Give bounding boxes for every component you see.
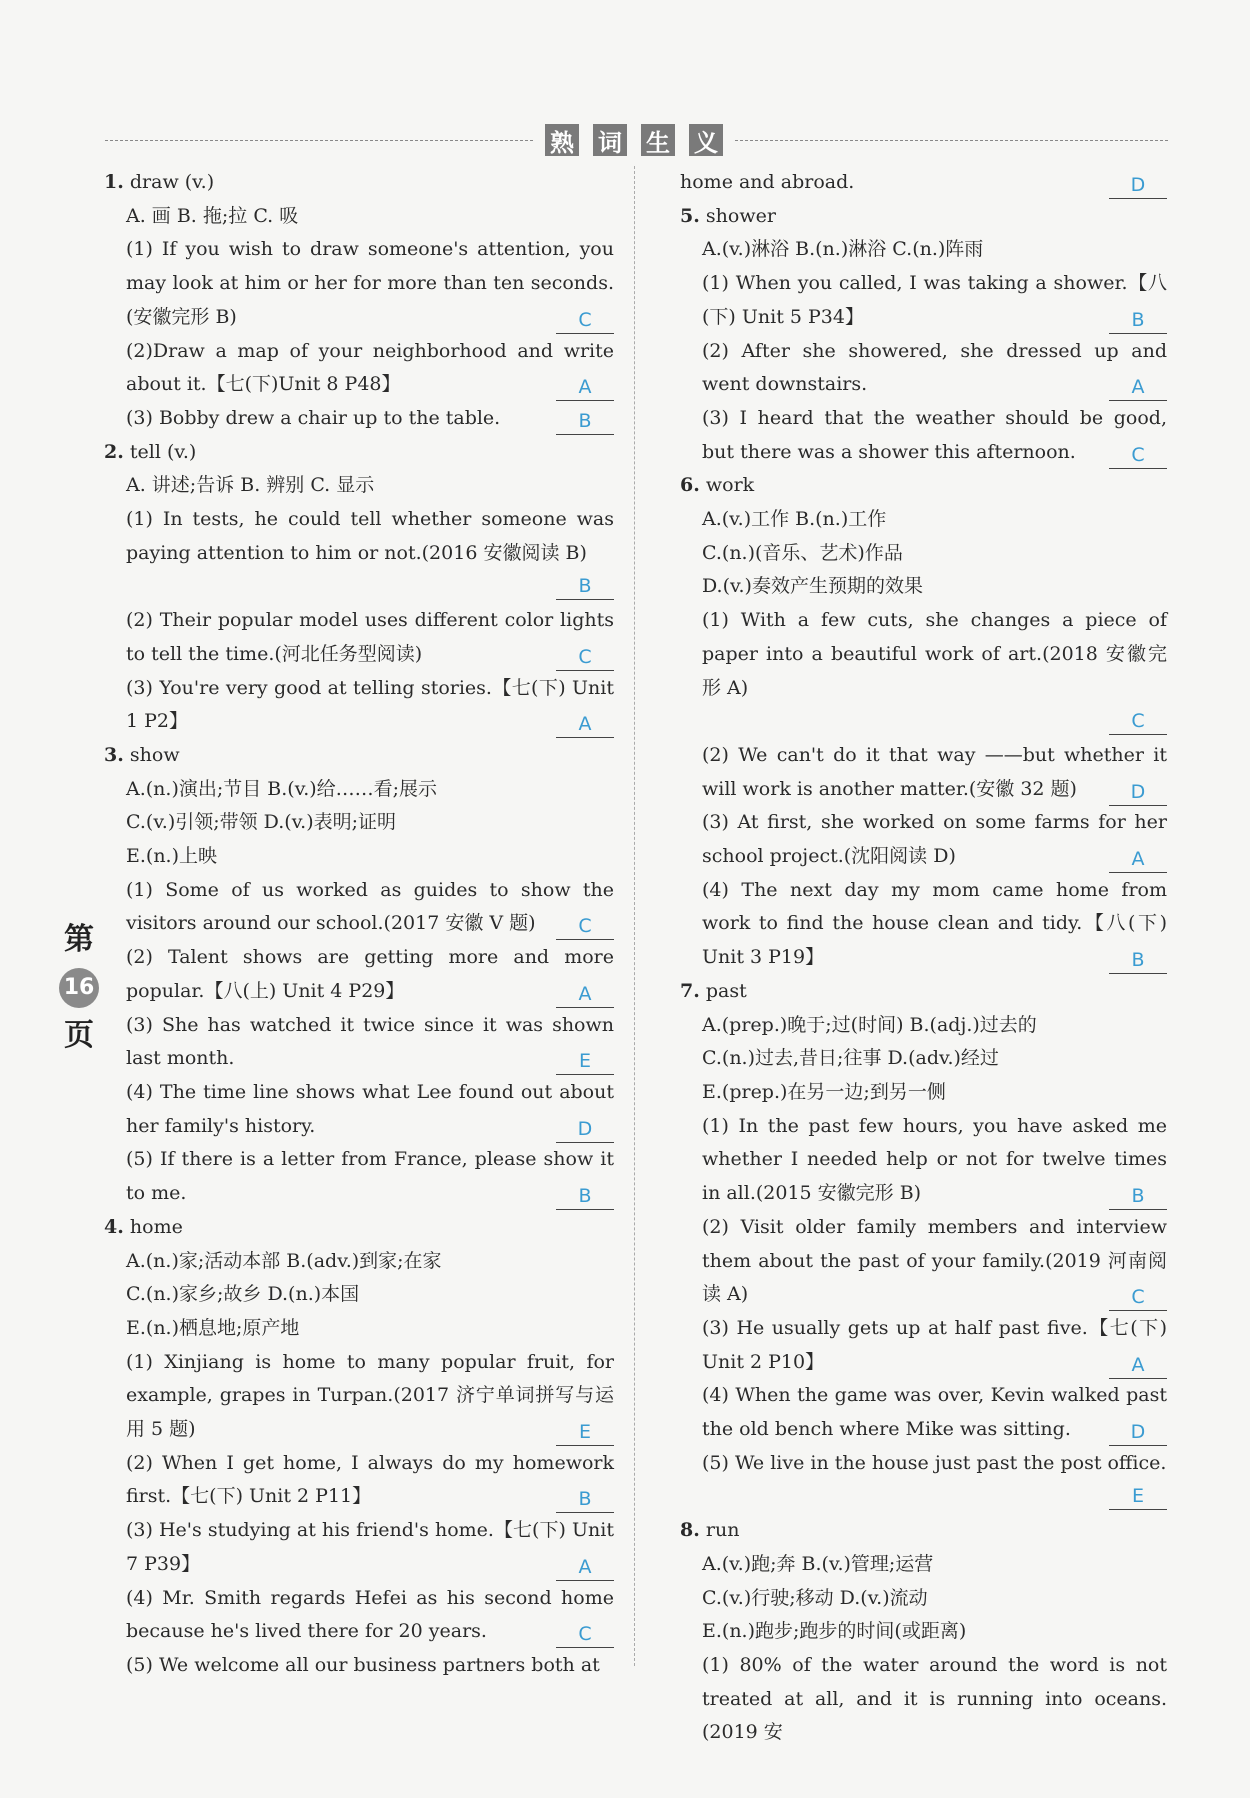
answer-blank: D bbox=[556, 1116, 614, 1143]
meaning-options: A. 画 B. 拖;拉 C. 吸 bbox=[126, 204, 299, 227]
answer-blank: B bbox=[556, 1486, 614, 1513]
headword: past bbox=[705, 979, 747, 1002]
headword: draw (v.) bbox=[129, 171, 215, 193]
example-sentence bbox=[680, 1312, 1167, 1379]
sentence-text: (3) Bobby drew a chair up to the table. bbox=[126, 406, 501, 429]
example-sentence bbox=[104, 1009, 614, 1076]
sentence-text: (4) When the game was over, Kevin walked past the old bench where Mike was sitting. bbox=[702, 1384, 1167, 1441]
sentence-text: (2) Their popular model uses different color lights to tell the time.(河北任务型阅读) bbox=[126, 609, 614, 665]
example-sentence bbox=[104, 1582, 614, 1649]
meaning-options: C.(v.)引领;带领 D.(v.)表明;证明 bbox=[126, 811, 397, 834]
section-title-bar bbox=[105, 120, 1168, 160]
headword: show bbox=[129, 743, 180, 766]
meaning-options: A. 讲述;告诉 B. 辨别 C. 显示 bbox=[126, 474, 375, 497]
sentence-text: (2) Visit older family members and interview them about the past of your family.(2019 河南阅读 A) bbox=[702, 1215, 1167, 1306]
title-char: 熟 bbox=[545, 124, 579, 156]
example-sentence bbox=[104, 941, 614, 1008]
item-number: 3. bbox=[104, 743, 124, 766]
example-sentence bbox=[104, 1649, 614, 1683]
headword: work bbox=[705, 474, 755, 497]
example-sentence bbox=[104, 1076, 614, 1143]
answer-blank: A bbox=[556, 374, 614, 401]
sentence-text: (2) After she showered, she dressed up and went downstairs. bbox=[702, 339, 1167, 396]
sentence-text: (2)Draw a map of your neighborhood and write about it.【七(下)Unit 8 P48】 bbox=[126, 339, 614, 396]
example-sentence bbox=[680, 1110, 1167, 1211]
right-column bbox=[680, 166, 1167, 1750]
title-char: 词 bbox=[593, 124, 627, 156]
title-char: 义 bbox=[689, 124, 723, 156]
answer-blank: C bbox=[556, 1621, 614, 1648]
example-sentence bbox=[104, 1346, 614, 1447]
meaning-options: C.(n.)(音乐、艺术)作品 bbox=[702, 541, 903, 564]
answer-blank: C bbox=[556, 644, 614, 671]
headword: tell (v.) bbox=[129, 440, 197, 463]
answer-row bbox=[104, 570, 614, 604]
example-sentence bbox=[680, 1379, 1167, 1446]
meaning-options: E.(prep.)在另一边;到另一侧 bbox=[702, 1080, 946, 1103]
word-heading bbox=[104, 1211, 614, 1245]
item-number: 6. bbox=[680, 474, 700, 497]
answer-blank: D bbox=[1109, 172, 1167, 199]
word-heading bbox=[680, 975, 1167, 1009]
answer-blank: A bbox=[556, 981, 614, 1008]
sentence-text: (5) We welcome all our business partners both at bbox=[126, 1653, 600, 1676]
headword: run bbox=[705, 1519, 740, 1542]
sentence-text: (1) When you called, I was taking a shower.【八(下) Unit 5 P34】 bbox=[702, 272, 1167, 328]
sentence-text: (3) He's studying at his friend's home.【七(下) Unit 7 P39】 bbox=[126, 1519, 614, 1575]
example-sentence bbox=[680, 402, 1167, 469]
meaning-options: A.(prep.)晚于;过(时间) B.(adj.)过去的 bbox=[702, 1013, 1037, 1036]
answer-blank: C bbox=[556, 307, 614, 334]
item-number: 4. bbox=[104, 1215, 124, 1238]
answer-blank: E bbox=[556, 1048, 614, 1075]
example-sentence bbox=[104, 672, 614, 739]
sentence-text: (4) Mr. Smith regards Hefei as his second home because he's lived there for 20 years. bbox=[126, 1586, 614, 1643]
sentence-text: home and abroad. bbox=[680, 171, 855, 193]
title-divider-left bbox=[105, 140, 533, 141]
page-number-label bbox=[57, 918, 101, 1058]
answer-blank: C bbox=[556, 913, 614, 940]
sentence-text: (1) If you wish to draw someone's attention, you may look at him or her for more than ten seconds.(安徽完形 B) bbox=[126, 238, 614, 328]
answer-blank: C bbox=[1109, 708, 1167, 735]
meaning-options: A.(v.)淋浴 B.(n.)淋浴 C.(n.)阵雨 bbox=[702, 238, 984, 261]
meaning-options: C.(v.)行驶;移动 D.(v.)流动 bbox=[702, 1586, 928, 1609]
example-sentence bbox=[680, 335, 1167, 402]
example-sentence bbox=[680, 739, 1167, 806]
answer-row bbox=[680, 705, 1167, 739]
sentence-text: (2) When I get home, I always do my homework first.【七(下) Unit 2 P11】 bbox=[126, 1451, 614, 1508]
answer-blank: C bbox=[1109, 1284, 1167, 1311]
answer-blank: A bbox=[1109, 374, 1167, 401]
word-heading bbox=[680, 200, 1167, 234]
answer-blank: E bbox=[1109, 1483, 1167, 1510]
item-number: 8. bbox=[680, 1519, 700, 1542]
sentence-text: (2) Talent shows are getting more and more popular.【八(上) Unit 4 P29】 bbox=[126, 946, 614, 1002]
sentence-text: (3) At first, she worked on some farms for her school project.(沈阳阅读 D) bbox=[702, 811, 1167, 868]
word-heading bbox=[680, 469, 1167, 503]
sentence-text: (3) I heard that the weather should be good, but there was a shower this afternoon. bbox=[702, 406, 1167, 463]
sentence-text: (5) We live in the house just past the post office. bbox=[702, 1451, 1167, 1474]
answer-blank: B bbox=[1109, 1183, 1167, 1210]
item-number: 5. bbox=[680, 204, 700, 227]
sentence-text: (1) In tests, he could tell whether someone was paying attention to him or not.(2016 安徽阅读 B) bbox=[126, 508, 614, 564]
item-number: 1. bbox=[104, 171, 124, 193]
example-sentence bbox=[104, 604, 614, 671]
answer-blank: D bbox=[1109, 1419, 1167, 1446]
word-heading bbox=[104, 436, 614, 470]
sentence-text: (3) He usually gets up at half past five.【七(下) Unit 2 P10】 bbox=[702, 1316, 1167, 1373]
item-number: 2. bbox=[104, 440, 124, 463]
example-sentence bbox=[680, 1649, 1167, 1750]
title-divider-right bbox=[735, 140, 1168, 141]
sentence-text: (1) Xinjiang is home to many popular fruit, for example, grapes in Turpan.(2017 济宁单词拼写与运用 5 题) bbox=[126, 1350, 614, 1441]
meaning-options: A.(v.)工作 B.(n.)工作 bbox=[702, 508, 887, 531]
page-suffix: 页 bbox=[64, 1018, 94, 1053]
answer-blank: E bbox=[556, 1419, 614, 1446]
sentence-text: (1) In the past few hours, you have asked me whether I needed help or not for twelve times in all.(2015 安徽完形 B) bbox=[702, 1114, 1167, 1205]
answer-blank: A bbox=[1109, 846, 1167, 873]
meaning-options: E.(n.)栖息地;原产地 bbox=[126, 1316, 300, 1339]
sentence-text: (1) With a few cuts, she changes a piece of paper into a beautiful work of art.(2018 安徽完形 A) bbox=[702, 609, 1167, 699]
sentence-text: (5) If there is a letter from France, please show it to me. bbox=[126, 1148, 614, 1205]
answer-blank: A bbox=[556, 1554, 614, 1581]
sentence-text: (4) The time line shows what Lee found out about her family's history. bbox=[126, 1080, 614, 1137]
word-heading bbox=[104, 739, 614, 773]
example-sentence bbox=[104, 335, 614, 402]
example-sentence bbox=[104, 402, 614, 436]
sentence-text: (1) Some of us worked as guides to show the visitors around our school.(2017 安徽 V 题) bbox=[126, 878, 614, 935]
section-title bbox=[545, 124, 723, 156]
sentence-text: (4) The next day my mom came home from work to find the house clean and tidy.【八(下) Unit 3 P19】 bbox=[702, 878, 1167, 969]
meaning-options: D.(v.)奏效产生预期的效果 bbox=[702, 575, 923, 598]
example-sentence bbox=[104, 874, 614, 941]
example-sentence bbox=[680, 267, 1167, 334]
example-sentence bbox=[104, 503, 614, 570]
left-column bbox=[104, 166, 614, 1683]
example-sentence bbox=[680, 806, 1167, 873]
answer-blank: B bbox=[556, 408, 614, 435]
example-sentence bbox=[680, 604, 1167, 705]
meaning-options: A.(n.)演出;节目 B.(v.)给……看;展示 bbox=[126, 777, 438, 800]
example-sentence bbox=[104, 1447, 614, 1514]
item-number: 7. bbox=[680, 979, 700, 1002]
answer-row bbox=[680, 1480, 1167, 1514]
sentence-text: (2) We can't do it that way ——but whether it will work is another matter.(安徽 32 题) bbox=[702, 743, 1167, 800]
answer-blank: A bbox=[556, 711, 614, 738]
page-number: 16 bbox=[59, 968, 99, 1008]
sentence-text: (3) You're very good at telling stories.【七(下) Unit 1 P2】 bbox=[126, 676, 614, 733]
answer-blank: C bbox=[1109, 442, 1167, 469]
answer-blank: A bbox=[1109, 1352, 1167, 1379]
example-sentence bbox=[680, 166, 1167, 200]
example-sentence bbox=[104, 1143, 614, 1210]
meaning-options: A.(v.)跑;奔 B.(v.)管理;运营 bbox=[702, 1552, 934, 1575]
example-sentence bbox=[680, 1447, 1167, 1481]
answer-blank: B bbox=[1109, 947, 1167, 974]
meaning-options: E.(n.)上映 bbox=[126, 845, 218, 868]
example-sentence bbox=[680, 874, 1167, 975]
meaning-options: C.(n.)家乡;故乡 D.(n.)本国 bbox=[126, 1283, 360, 1306]
answer-blank: D bbox=[1109, 779, 1167, 806]
meaning-options: C.(n.)过去,昔日;往事 D.(adv.)经过 bbox=[702, 1047, 999, 1070]
word-heading bbox=[680, 1514, 1167, 1548]
example-sentence bbox=[104, 1514, 614, 1581]
answer-blank: B bbox=[556, 573, 614, 600]
answer-blank: B bbox=[556, 1183, 614, 1210]
sentence-text: (1) 80% of the water around the word is not treated at all, and it is running into oceans.(2019 安 bbox=[702, 1653, 1167, 1744]
title-char: 生 bbox=[641, 124, 675, 156]
word-heading bbox=[104, 166, 614, 200]
column-divider bbox=[634, 166, 635, 1666]
example-sentence bbox=[104, 233, 614, 334]
sentence-text: (3) She has watched it twice since it was shown last month. bbox=[126, 1013, 614, 1070]
headword: shower bbox=[705, 204, 776, 227]
page-prefix: 第 bbox=[64, 922, 94, 957]
meaning-options: E.(n.)跑步;跑步的时间(或距离) bbox=[702, 1620, 967, 1643]
headword: home bbox=[129, 1215, 183, 1238]
meaning-options: A.(n.)家;活动本部 B.(adv.)到家;在家 bbox=[126, 1249, 442, 1272]
answer-blank: B bbox=[1109, 307, 1167, 334]
example-sentence bbox=[680, 1211, 1167, 1312]
